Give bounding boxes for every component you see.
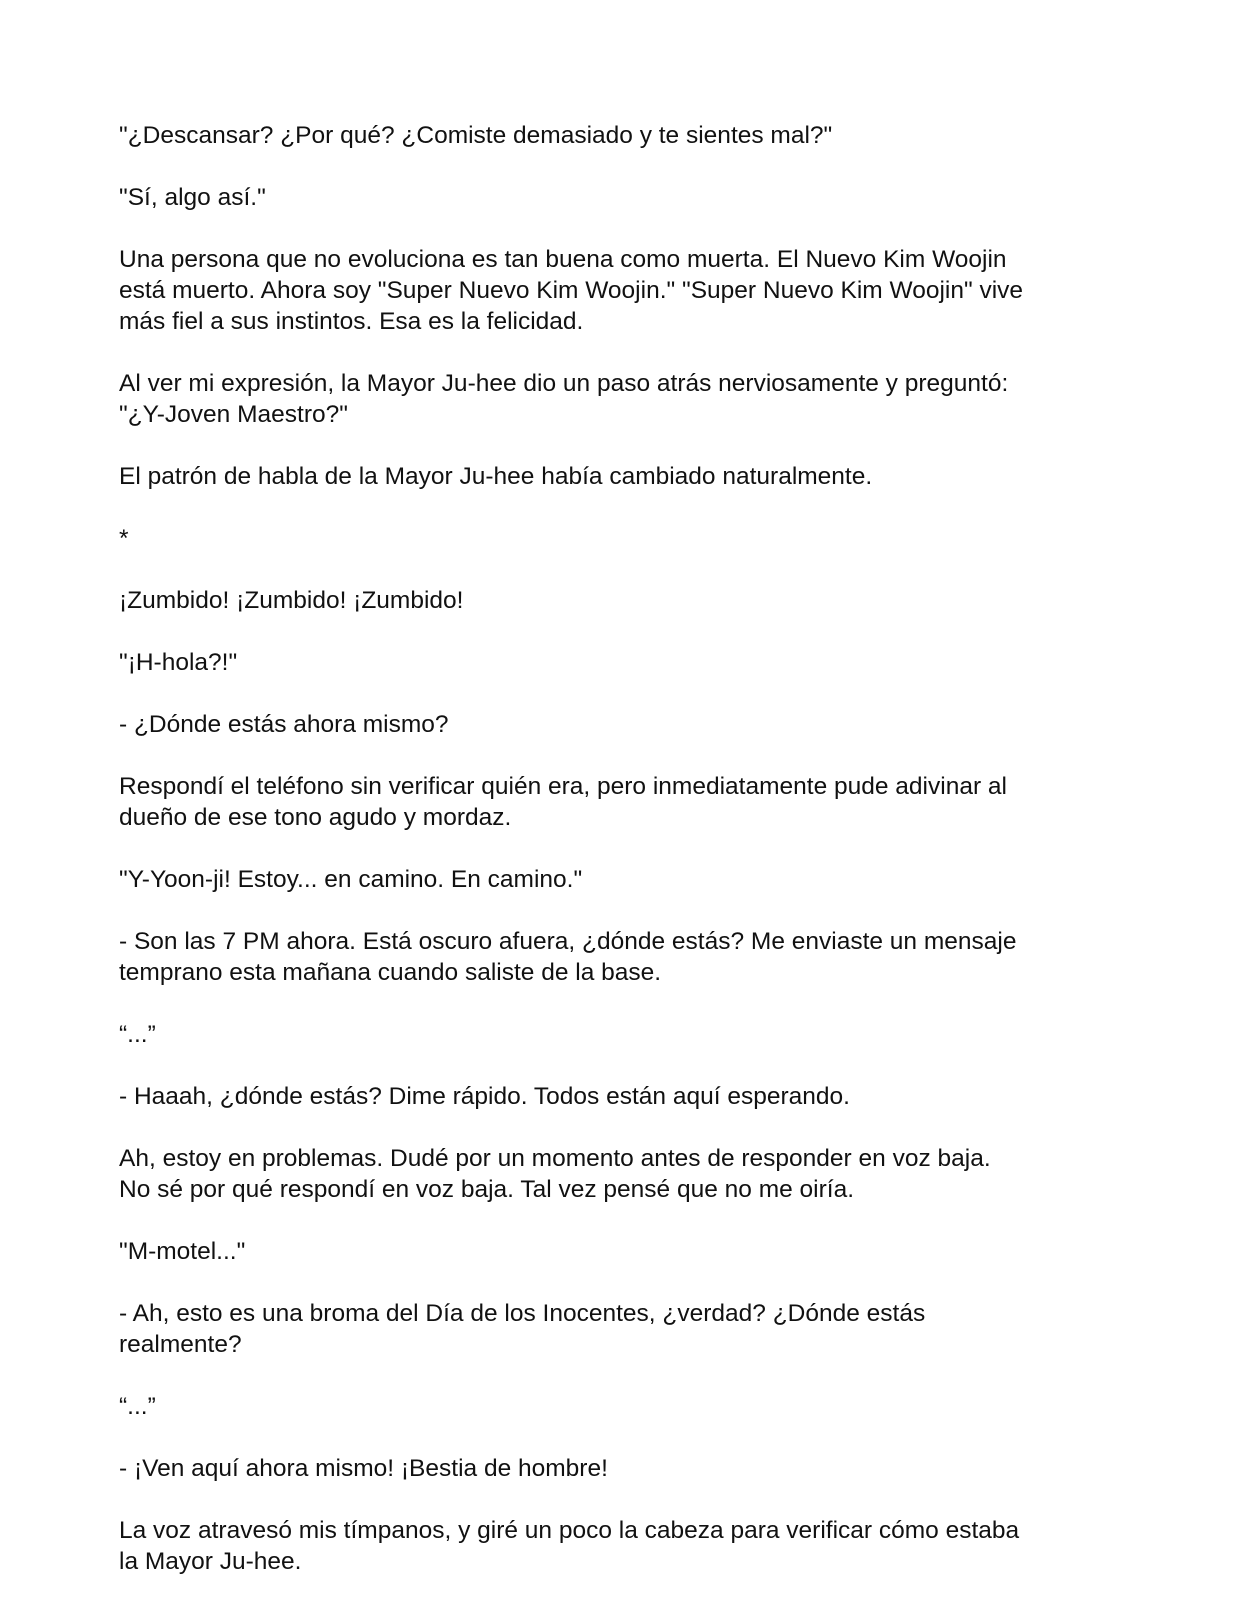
- paragraph: [119, 1515, 1129, 1577]
- paragraph: [119, 1391, 1129, 1422]
- text-line: "¿Descansar? ¿Por qué? ¿Comiste demasiado y te sientes mal?": [119, 122, 833, 149]
- text-line: No sé por qué respondí en voz baja. Tal vez pensé que no me oiría.: [119, 1176, 855, 1203]
- text-line: más fiel a sus instintos. Esa es la felicidad.: [119, 308, 584, 335]
- text-line: “...”: [119, 1021, 156, 1048]
- paragraph: [119, 120, 1129, 151]
- text-line: *: [119, 525, 129, 552]
- paragraph: [119, 523, 1129, 554]
- paragraph: [119, 926, 1129, 988]
- text-line: temprano esta mañana cuando saliste de la base.: [119, 959, 662, 986]
- text-line: - Son las 7 PM ahora. Está oscuro afuera, ¿dónde estás? Me enviaste un mensaje: [119, 928, 1017, 955]
- paragraph: [119, 1019, 1129, 1050]
- text-line: "¿Y-Joven Maestro?": [119, 401, 348, 428]
- text-line: "Y-Yoon-ji! Estoy... en camino. En camino.": [119, 866, 583, 893]
- text-line: la Mayor Ju-hee.: [119, 1548, 302, 1575]
- paragraph: [119, 1298, 1129, 1360]
- text-line: "¡H-hola?!": [119, 649, 238, 676]
- text-line: está muerto. Ahora soy "Super Nuevo Kim Woojin." "Super Nuevo Kim Woojin" vive: [119, 277, 1024, 304]
- paragraph: [119, 461, 1129, 492]
- text-line: "M-motel...": [119, 1238, 246, 1265]
- paragraph: [119, 1236, 1129, 1267]
- paragraph: [119, 182, 1129, 213]
- text-line: Respondí el teléfono sin verificar quién era, pero inmediatamente pude adivinar al: [119, 773, 1007, 800]
- text-line: Al ver mi expresión, la Mayor Ju-hee dio un paso atrás nerviosamente y preguntó:: [119, 370, 1009, 397]
- paragraph: [119, 864, 1129, 895]
- paragraph: [119, 771, 1129, 833]
- text-line: La voz atravesó mis tímpanos, y giré un poco la cabeza para verificar cómo estaba: [119, 1517, 1020, 1544]
- text-line: “...”: [119, 1393, 156, 1420]
- paragraph: [119, 647, 1129, 678]
- text-line: Ah, estoy en problemas. Dudé por un momento antes de responder en voz baja.: [119, 1145, 991, 1172]
- paragraph: [119, 585, 1129, 616]
- text-line: Una persona que no evoluciona es tan buena como muerta. El Nuevo Kim Woojin: [119, 246, 1007, 273]
- paragraph: [119, 1143, 1129, 1205]
- text-line: - ¿Dónde estás ahora mismo?: [119, 711, 449, 738]
- text-line: dueño de ese tono agudo y mordaz.: [119, 804, 512, 831]
- text-line: "Sí, algo así.": [119, 184, 266, 211]
- paragraph: [119, 1081, 1129, 1112]
- text-line: El patrón de habla de la Mayor Ju-hee había cambiado naturalmente.: [119, 463, 873, 490]
- text-line: - Haaah, ¿dónde estás? Dime rápido. Todos están aquí esperando.: [119, 1083, 850, 1110]
- text-line: realmente?: [119, 1331, 242, 1358]
- text-line: - Ah, esto es una broma del Día de los Inocentes, ¿verdad? ¿Dónde estás: [119, 1300, 926, 1327]
- paragraph: [119, 244, 1129, 337]
- document-body: [119, 120, 1129, 1608]
- text-line: - ¡Ven aquí ahora mismo! ¡Bestia de hombre!: [119, 1455, 608, 1482]
- text-line: ¡Zumbido! ¡Zumbido! ¡Zumbido!: [119, 587, 464, 614]
- paragraph: [119, 368, 1129, 430]
- paragraph: [119, 1453, 1129, 1484]
- paragraph: [119, 709, 1129, 740]
